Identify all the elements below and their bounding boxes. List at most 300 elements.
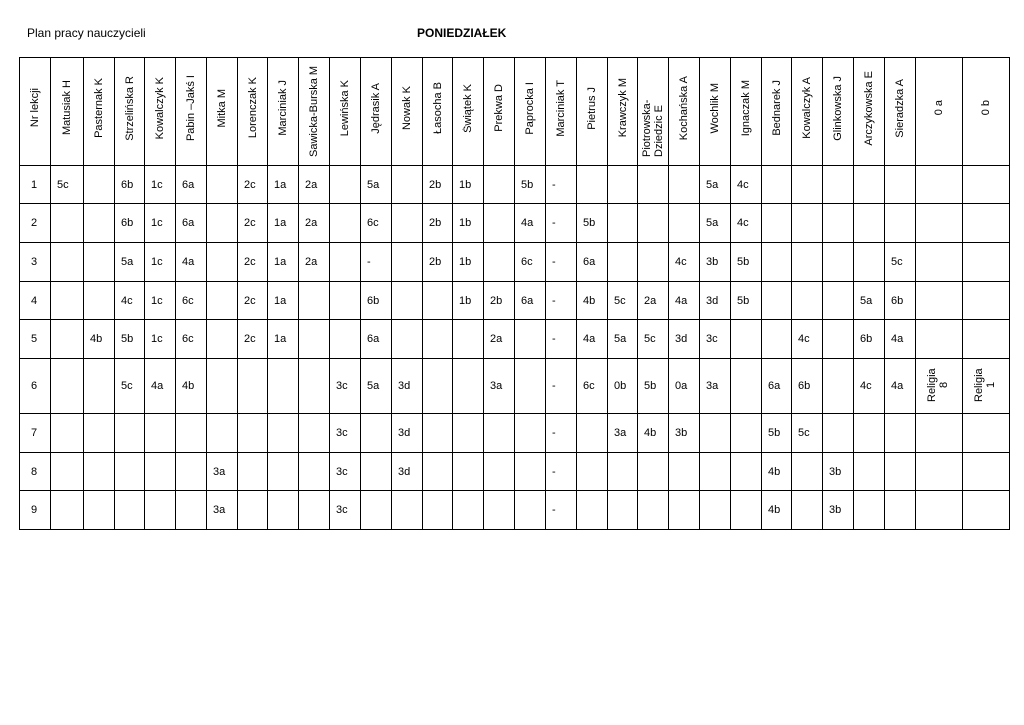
table-cell: [51, 491, 84, 530]
column-header: [854, 58, 885, 166]
column-header-label: Glinkowska J: [832, 75, 844, 141]
column-header-label: Nr lekcji: [29, 88, 41, 128]
table-cell: [484, 166, 515, 204]
table-cell: [51, 204, 84, 243]
table-cell: [885, 414, 916, 453]
table-cell: [423, 453, 453, 491]
table-cell: [299, 166, 330, 204]
table-cell: [762, 359, 792, 414]
table-cell: [963, 491, 1010, 530]
cell-value: 2a: [305, 178, 318, 191]
table-cell: [176, 453, 207, 491]
table-cell: [176, 320, 207, 359]
table-cell: [207, 359, 238, 414]
column-header: [546, 58, 577, 166]
table-cell: [731, 320, 762, 359]
cell-value: 6a: [583, 256, 596, 268]
table-cell: [762, 491, 792, 530]
cell-value: 3a: [614, 427, 627, 439]
cell-value: 1c: [151, 178, 163, 191]
table-cell: [731, 166, 762, 204]
table-cell: [145, 204, 176, 243]
column-header: [361, 58, 392, 166]
lesson-number-cell: [20, 204, 51, 243]
cell-value: -: [552, 380, 556, 392]
cell-value: 6a: [367, 333, 380, 345]
table-cell: [916, 243, 963, 282]
table-cell: [916, 282, 963, 320]
column-header: [453, 58, 484, 166]
table-row: [20, 491, 1010, 530]
cell-value: 6c: [521, 256, 533, 268]
cell-value: 4a: [583, 333, 596, 345]
cell-value: 5b: [583, 217, 596, 229]
table-cell: [84, 166, 115, 204]
table-cell: [268, 491, 299, 530]
table-cell: [515, 491, 546, 530]
table-cell: [885, 320, 916, 359]
table-cell: [577, 453, 608, 491]
table-cell: [145, 359, 176, 414]
column-header-label: Nowak K: [401, 85, 413, 131]
cell-value: 3c: [336, 427, 348, 439]
table-cell: [392, 414, 423, 453]
table-cell: [484, 282, 515, 320]
cell-value: -: [552, 504, 556, 516]
cell-value: 4c: [798, 333, 810, 345]
column-header-label: Piotrowska-Dziedzic E: [641, 99, 665, 157]
cell-value: 1a: [274, 178, 287, 191]
table-cell: [916, 359, 963, 414]
cell-value: 2b: [429, 217, 442, 229]
table-cell: [84, 491, 115, 530]
cell-value: 6b: [891, 294, 904, 307]
table-cell: [268, 243, 299, 282]
table-cell: [330, 320, 361, 359]
lesson-number-cell: [20, 282, 51, 320]
table-cell: [515, 243, 546, 282]
table-cell: [423, 204, 453, 243]
cell-value: 3d: [398, 380, 411, 392]
cell-value: 5a: [860, 294, 873, 307]
table-cell: [762, 414, 792, 453]
table-cell: [854, 453, 885, 491]
table-cell: [762, 282, 792, 320]
column-header: [916, 58, 963, 166]
table-cell: [453, 320, 484, 359]
cell-value: 5a: [367, 178, 380, 191]
column-header-label: 0 b: [980, 100, 992, 116]
column-header-label: Kochańska A: [678, 75, 690, 141]
teacher-schedule-table: [19, 57, 1010, 530]
column-header: [20, 58, 51, 166]
cell-value: -: [367, 256, 371, 268]
cell-value: -: [552, 465, 556, 478]
cell-value: 1b: [459, 178, 472, 191]
cell-value: 5c: [57, 178, 69, 191]
table-cell: [700, 204, 731, 243]
table-cell: [669, 166, 700, 204]
table-cell: [669, 204, 700, 243]
table-cell: [361, 243, 392, 282]
cell-value: 5b: [737, 256, 750, 268]
cell-value: 4c: [737, 178, 749, 191]
table-cell: [515, 359, 546, 414]
table-cell: [268, 453, 299, 491]
column-header: [145, 58, 176, 166]
table-cell: [669, 282, 700, 320]
table-cell: [515, 204, 546, 243]
table-cell: [268, 320, 299, 359]
table-cell: [823, 204, 854, 243]
table-cell: [176, 243, 207, 282]
table-cell: [176, 359, 207, 414]
cell-value: 0b: [614, 380, 627, 392]
table-cell: [115, 491, 145, 530]
table-cell: [762, 166, 792, 204]
table-row: [20, 320, 1010, 359]
table-cell: [700, 243, 731, 282]
table-cell: [207, 320, 238, 359]
lesson-number: 3: [31, 256, 38, 268]
cell-value: 6b: [121, 178, 134, 191]
table-cell: [115, 282, 145, 320]
table-cell: [299, 320, 330, 359]
cell-value: -: [552, 217, 556, 229]
table-cell: [854, 414, 885, 453]
table-cell: [546, 359, 577, 414]
column-header-label: Mitka M: [216, 88, 228, 128]
table-cell: [669, 359, 700, 414]
lesson-number-cell: [20, 453, 51, 491]
table-cell: [423, 282, 453, 320]
cell-value: -: [552, 333, 556, 345]
table-cell: [176, 282, 207, 320]
cell-value: 5a: [367, 380, 380, 392]
column-header-label: Wochlik M: [709, 82, 721, 134]
table-cell: [577, 491, 608, 530]
cell-value: 6a: [521, 294, 534, 307]
cell-value: 5b: [737, 294, 750, 307]
table-cell: [238, 243, 268, 282]
table-cell: [238, 282, 268, 320]
cell-value: 3b: [706, 256, 719, 268]
table-cell: [700, 491, 731, 530]
table-cell: [608, 453, 638, 491]
table-cell: [176, 414, 207, 453]
cell-value: 4c: [675, 256, 687, 268]
table-cell: [453, 243, 484, 282]
table-cell: [823, 453, 854, 491]
cell-value: 6b: [121, 217, 134, 229]
table-cell: [392, 243, 423, 282]
table-cell: [84, 359, 115, 414]
table-cell: [916, 320, 963, 359]
header-row: [20, 58, 1010, 166]
column-header-label: Bednarek J: [770, 80, 783, 136]
column-header: [608, 58, 638, 166]
column-header-label: Pietrus J: [586, 86, 598, 130]
cell-value: 3d: [706, 294, 719, 307]
lesson-number-cell: [20, 359, 51, 414]
table-cell: [299, 491, 330, 530]
table-cell: [115, 204, 145, 243]
column-header-label: Kowalczyk K: [154, 76, 166, 140]
table-cell: [608, 282, 638, 320]
table-row: [20, 243, 1010, 282]
column-header-label: Marciniak J: [277, 80, 289, 136]
cell-value: 3a: [490, 380, 503, 392]
table-cell: [700, 282, 731, 320]
table-cell: [854, 359, 885, 414]
cell-value: 6c: [182, 294, 194, 307]
table-cell: [885, 359, 916, 414]
table-cell: [51, 359, 84, 414]
table-cell: [207, 282, 238, 320]
table-cell: [608, 166, 638, 204]
table-cell: [608, 204, 638, 243]
table-cell: [515, 320, 546, 359]
table-cell: [792, 453, 823, 491]
table-cell: [330, 359, 361, 414]
column-header: [731, 58, 762, 166]
table-cell: [577, 359, 608, 414]
lesson-number-cell: [20, 243, 51, 282]
table-cell: [268, 282, 299, 320]
table-cell: [238, 453, 268, 491]
table-cell: [330, 414, 361, 453]
cell-value: 4b: [182, 380, 195, 392]
column-header-label: Krawczyk M: [616, 78, 629, 138]
table-cell: [51, 414, 84, 453]
table-cell: [392, 204, 423, 243]
table-cell: [145, 414, 176, 453]
column-header: [207, 58, 238, 166]
table-cell: [51, 282, 84, 320]
cell-value: 4b: [768, 504, 781, 516]
table-cell: [823, 414, 854, 453]
table-cell: [963, 243, 1010, 282]
table-row: [20, 414, 1010, 453]
table-cell: [792, 166, 823, 204]
table-cell: [700, 453, 731, 491]
column-header-label: Lorenczak K: [246, 77, 259, 139]
table-cell: [823, 491, 854, 530]
table-cell: [392, 166, 423, 204]
table-cell: [361, 453, 392, 491]
cell-value: 4a: [182, 256, 195, 268]
lesson-number-cell: [20, 166, 51, 204]
column-header-label: Lewińska K: [339, 79, 351, 137]
column-header: [638, 58, 669, 166]
cell-value: 5c: [614, 294, 626, 307]
table-cell: [854, 491, 885, 530]
table-cell: [515, 282, 546, 320]
cell-value: 4a: [891, 333, 904, 345]
column-header-label: Prekwa D: [493, 84, 505, 132]
lesson-number: 6: [31, 380, 38, 392]
cell-value: 4b: [583, 294, 596, 307]
table-cell: [963, 414, 1010, 453]
table-cell: [546, 243, 577, 282]
table-cell: [762, 453, 792, 491]
table-cell: [145, 243, 176, 282]
table-cell: [423, 491, 453, 530]
cell-value: 1a: [274, 333, 287, 345]
cell-value: 6a: [182, 178, 195, 191]
table-cell: [453, 453, 484, 491]
table-cell: [51, 320, 84, 359]
cell-value: 3c: [706, 333, 718, 345]
table-cell: [361, 414, 392, 453]
table-cell: [51, 243, 84, 282]
table-cell: [854, 320, 885, 359]
table-cell: [299, 414, 330, 453]
cell-value: -: [552, 294, 556, 307]
table-cell: [238, 414, 268, 453]
cell-value: 5c: [891, 256, 903, 268]
table-cell: [546, 204, 577, 243]
cell-value: 5b: [121, 333, 134, 345]
table-cell: [238, 320, 268, 359]
table-cell: [963, 204, 1010, 243]
cell-value: 2a: [305, 256, 318, 268]
table-cell: [885, 282, 916, 320]
day-title: PONIEDZIAŁEK: [417, 26, 507, 40]
table-cell: [731, 204, 762, 243]
lesson-number: 8: [31, 465, 38, 478]
table-cell: [608, 359, 638, 414]
table-cell: [638, 243, 669, 282]
table-cell: [484, 453, 515, 491]
cell-value: 4a: [151, 380, 164, 392]
table-cell: [963, 282, 1010, 320]
table-cell: [207, 414, 238, 453]
table-cell: [792, 204, 823, 243]
table-cell: [762, 204, 792, 243]
table-cell: [84, 320, 115, 359]
table-cell: [669, 320, 700, 359]
cell-value: 6a: [768, 380, 781, 392]
table-cell: [731, 282, 762, 320]
cell-value: 3b: [675, 427, 688, 439]
table-cell: [669, 453, 700, 491]
cell-value: 2c: [244, 217, 256, 229]
cell-value: 1c: [151, 333, 163, 345]
column-header: [84, 58, 115, 166]
table-cell: [638, 414, 669, 453]
table-cell: [792, 414, 823, 453]
table-cell: [669, 243, 700, 282]
table-cell: [84, 204, 115, 243]
table-cell: [885, 204, 916, 243]
table-cell: [330, 243, 361, 282]
table-cell: [885, 491, 916, 530]
cell-value: 2b: [490, 294, 503, 307]
table-cell: [792, 320, 823, 359]
table-cell: [330, 166, 361, 204]
table-cell: [330, 491, 361, 530]
table-cell: [484, 414, 515, 453]
table-cell: [268, 204, 299, 243]
cell-value: 3c: [336, 465, 348, 478]
table-cell: [885, 243, 916, 282]
lesson-number: 2: [31, 217, 38, 229]
table-cell: [638, 359, 669, 414]
table-cell: [608, 320, 638, 359]
lesson-number: 5: [31, 333, 38, 345]
table-cell: [145, 453, 176, 491]
column-header: [115, 58, 145, 166]
table-cell: [546, 491, 577, 530]
cell-value: 1b: [459, 217, 472, 229]
table-cell: [916, 414, 963, 453]
table-cell: [762, 243, 792, 282]
column-header: [669, 58, 700, 166]
table-cell: [700, 359, 731, 414]
column-header: [238, 58, 268, 166]
cell-value: -: [552, 427, 556, 439]
lesson-number: 4: [31, 294, 38, 307]
table-row: [20, 204, 1010, 243]
table-cell: [453, 359, 484, 414]
table-cell: [392, 359, 423, 414]
table-cell: [577, 414, 608, 453]
cell-value: 3b: [829, 465, 842, 478]
table-cell: [577, 243, 608, 282]
cell-value: 1c: [151, 294, 163, 307]
column-header-label: Łasocha B: [431, 82, 444, 134]
table-cell: [453, 204, 484, 243]
cell-value: 3d: [398, 427, 411, 439]
cell-value: 4b: [644, 427, 657, 439]
cell-value: 4a: [675, 294, 688, 307]
column-header: [51, 58, 84, 166]
table-cell: [115, 414, 145, 453]
table-cell: [731, 491, 762, 530]
table-cell: [823, 243, 854, 282]
column-header: [762, 58, 792, 166]
cell-value: 1b: [459, 256, 472, 268]
table-row: [20, 359, 1010, 414]
table-cell: [176, 491, 207, 530]
column-header-label: Jędrasik A: [370, 82, 382, 134]
table-cell: [731, 414, 762, 453]
table-cell: [577, 320, 608, 359]
column-header-label: Sieradzka A: [894, 78, 906, 138]
table-cell: [577, 166, 608, 204]
table-cell: [731, 243, 762, 282]
table-body: [20, 166, 1010, 530]
table-cell: [484, 204, 515, 243]
table-cell: [330, 204, 361, 243]
cell-value: 6b: [860, 333, 873, 345]
column-header-label: Sawicka-Burska M: [308, 65, 320, 157]
column-header-label: Ignaczak M: [740, 79, 752, 137]
column-header: [268, 58, 299, 166]
cell-value: 4a: [521, 217, 534, 229]
column-header: [176, 58, 207, 166]
table-cell: [145, 166, 176, 204]
table-cell: [299, 243, 330, 282]
cell-value: 4c: [860, 380, 872, 392]
table-cell: [51, 166, 84, 204]
table-cell: [638, 491, 669, 530]
table-cell: [731, 359, 762, 414]
table-cell: [392, 282, 423, 320]
table-cell: [453, 282, 484, 320]
table-cell: [84, 453, 115, 491]
